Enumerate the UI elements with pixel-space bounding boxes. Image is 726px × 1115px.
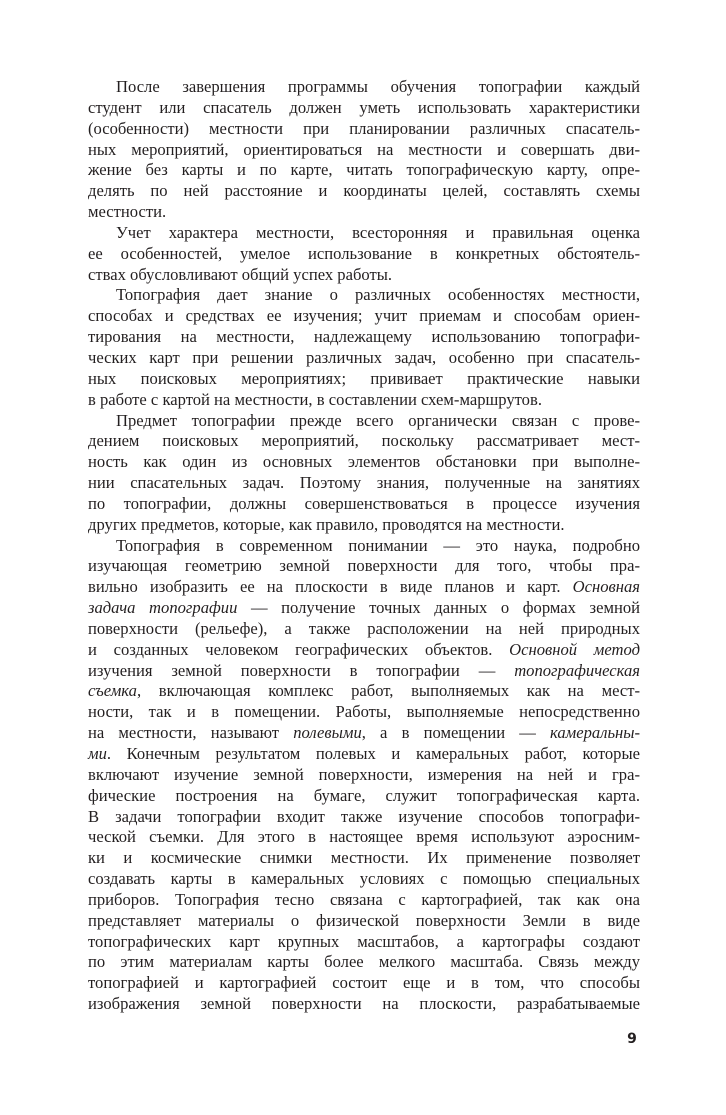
body-text <box>88 77 640 1015</box>
text-line: по этим материалам карты более мелкого масштаба. Связь между <box>88 952 640 972</box>
paragraph <box>88 285 640 410</box>
italic-term: топографическая <box>514 660 640 680</box>
text-line <box>88 640 640 661</box>
page-number: 9 <box>627 1031 637 1047</box>
text-line: тирования на местности, надлежащему использованию топографи- <box>88 327 640 347</box>
text-line: в работе с картой на местности, в составлении схем-маршрутов. <box>88 389 542 409</box>
text-line: топографических карт крупных масштабов, а картографы создают <box>88 931 640 951</box>
text-line: ее особенностей, умелое использование в конкретных обстоятель- <box>88 243 640 263</box>
text-line: Топография в современном понимании — это наука, подробно <box>116 535 640 555</box>
italic-term: полевыми <box>293 723 362 743</box>
text-line: ность как один из основных элементов обстановки при выполне- <box>88 452 640 472</box>
text-line: делять по ней расстояние и координаты целей, составлять схемы <box>88 181 640 201</box>
text-line: В задачи топографии входит также изучение способов топографи- <box>88 806 640 826</box>
text-segment: и созданных человеком географических объектов. <box>88 639 510 659</box>
text-line: изображения земной поверхности на плоскости, разрабатываемые <box>88 994 640 1014</box>
text-segment: изучения земной поверхности в топографии — <box>88 660 515 680</box>
text-line: Топография дает знание о различных особенностях местности, <box>116 285 640 305</box>
text-line: студент или спасатель должен уметь использовать характеристики <box>88 97 640 117</box>
italic-term: камеральны- <box>550 723 640 743</box>
text-line: ных мероприятий, ориентироваться на местности и совершать дви- <box>88 139 640 159</box>
text-line: ных поисковых мероприятиях; прививает практические навыки <box>88 368 640 388</box>
text-line: по топографии, должны совершенствоваться в процессе изучения <box>88 493 640 513</box>
italic-term: Основная <box>572 577 640 597</box>
text-line: создавать карты в камеральных условиях с помощью специальных <box>88 869 640 889</box>
text-line: Учет характера местности, всесторонняя и правильная оценка <box>116 222 640 242</box>
text-line: (особенности) местности при планировании различных спасатель- <box>88 118 640 138</box>
text-segment: , включающая комплекс работ, выполняемых как на мест- <box>136 681 640 701</box>
text-line: жение без карты и по карте, читать топографическую карту, опре- <box>88 160 640 180</box>
text-segment: , а в помещении — <box>361 723 551 743</box>
text-line: дением поисковых мероприятий, поскольку рассматривает мест- <box>88 431 640 451</box>
text-line: ности, так и в помещении. Работы, выполняемые непосредственно <box>88 702 640 722</box>
text-line: изучающая геометрию земной поверхности для того, чтобы пра- <box>88 556 640 576</box>
text-line: нии спасательных задач. Поэтому знания, полученные на занятиях <box>88 473 640 493</box>
text-line: местности. <box>88 202 167 222</box>
text-line: После завершения программы обучения топографии каждый <box>116 77 640 96</box>
text-segment: . Конечным результатом полевых и камеральных работ, которые <box>106 744 640 763</box>
text-line <box>88 577 640 598</box>
text-line <box>88 598 640 619</box>
text-line: Предмет топографии прежде всего органически связан с прове- <box>116 410 640 430</box>
italic-term: ми <box>88 744 107 763</box>
text-line: фические построения на бумаге, служит топографическая карта. <box>88 785 640 805</box>
text-segment: вильно изобразить ее на плоскости в виде планов и карт. <box>88 577 573 597</box>
text-line: ческих карт при решении различных задач, особенно при спасатель- <box>88 347 640 367</box>
text-line: ки и космические снимки местности. Их применение позволяет <box>88 848 640 868</box>
text-line: приборов. Топография тесно связана с картографией, так как она <box>88 889 640 909</box>
text-line <box>88 744 640 765</box>
text-line <box>88 723 640 744</box>
text-line: других предметов, которые, как правило, проводятся на местности. <box>88 514 565 534</box>
text-line: ческой съемки. Для этого в настоящее время используют аэросним- <box>88 827 640 847</box>
text-line <box>88 661 640 682</box>
paragraph <box>88 411 640 536</box>
text-line: ствах обусловливают общий успех работы. <box>88 264 393 284</box>
paragraph <box>88 536 640 1015</box>
text-segment: — получение точных данных о формах земной <box>237 598 641 618</box>
paragraph <box>88 77 640 223</box>
text-line <box>88 681 640 702</box>
paragraph <box>88 223 640 286</box>
italic-term: съемка <box>88 681 137 701</box>
italic-term: задача топографии <box>88 598 238 618</box>
text-line: представляет материалы о физической поверхности Земли в виде <box>88 910 640 930</box>
italic-term: Основной метод <box>509 639 641 659</box>
text-line: способах и средствах ее изучения; учит приемам и способам ориен- <box>88 306 640 326</box>
text-line: поверхности (рельефе), а также расположении на ней природных <box>88 618 640 638</box>
text-segment: на местности, называют <box>88 723 294 743</box>
text-line: включают изучение земной поверхности, измерения на ней и гра- <box>88 764 640 784</box>
text-line: топографией и картографией состоит еще и в том, что способы <box>88 973 640 993</box>
